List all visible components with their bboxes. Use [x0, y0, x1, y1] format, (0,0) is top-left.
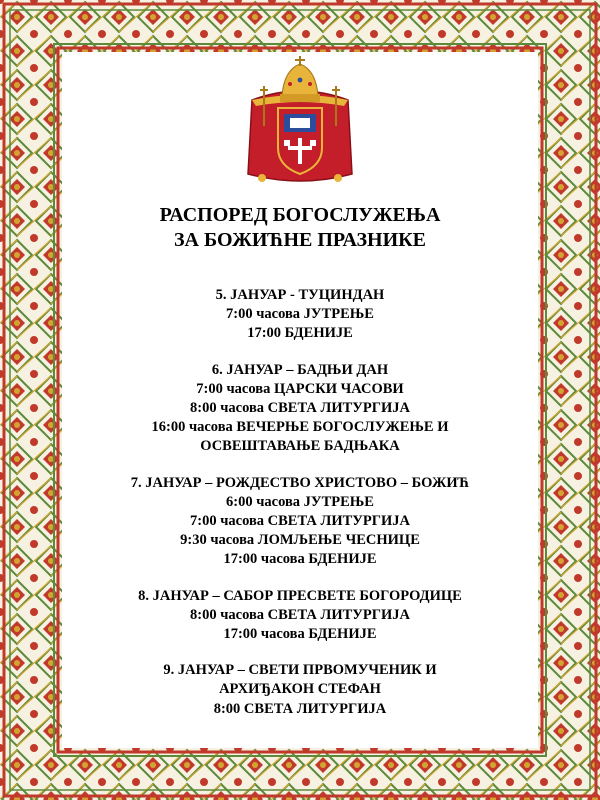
- service-line: 7:00 часова ЦАРСКИ ЧАСОВИ: [196, 380, 404, 397]
- day-heading: 9. ЈАНУАР – СВЕТИ ПРВОМУЧЕНИК И: [163, 662, 437, 679]
- service-line: 17:00 часова БДЕНИЈЕ: [223, 626, 377, 643]
- serbian-church-coat-of-arms-icon: [238, 56, 362, 186]
- service-line: 6:00 часова ЈУТРЕЊЕ: [226, 493, 374, 510]
- service-line: 17:00 БДЕНИЈЕ: [247, 325, 353, 342]
- day-block-jan-7: [62, 474, 538, 570]
- service-line: ОСВЕШТАВАЊЕ БАДЊАКА: [200, 438, 400, 455]
- day-heading: 6. ЈАНУАР – БАДЊИ ДАН: [211, 361, 389, 378]
- service-line: 7:00 часова СВЕТА ЛИТУРГИЈА: [190, 513, 410, 530]
- service-line: АРХИЂАКОН СТЕФАН: [219, 681, 381, 698]
- service-line: 8:00 часова СВЕТА ЛИТУРГИЈА: [190, 606, 410, 623]
- service-line: 9:30 часова ЛОМЉЕЊЕ ЧЕСНИЦЕ: [180, 532, 420, 549]
- service-line: 16:00 часова ВЕЧЕРЊЕ БОГОСЛУЖЕЊЕ И: [151, 419, 449, 436]
- service-line: 7:00 часова ЈУТРЕЊЕ: [226, 306, 374, 323]
- service-line: 8:00 СВЕТА ЛИТУРГИЈА: [213, 700, 387, 717]
- day-block-jan-5: [62, 286, 538, 344]
- day-heading: 7. ЈАНУАР – РОЖДЕСТВО ХРИСТОВО – БОЖИЋ: [130, 474, 470, 491]
- day-heading: 5. ЈАНУАР - ТУЦИНДАН: [215, 287, 385, 303]
- service-line: 17:00 часова БДЕНИЈЕ: [223, 551, 377, 568]
- title-line-1: РАСПОРЕД БОГОСЛУЖЕЊА: [159, 204, 441, 226]
- day-heading: 8. ЈАНУАР – САБОР ПРЕСВЕТЕ БОГОРОДИЦЕ: [138, 587, 462, 604]
- day-block-jan-9: [62, 661, 538, 719]
- day-block-jan-8: [62, 587, 538, 645]
- service-line: 8:00 часова СВЕТА ЛИТУРГИЈА: [190, 400, 410, 417]
- day-block-jan-6: [62, 361, 538, 457]
- page-title: [62, 203, 538, 253]
- service-schedule: [62, 286, 538, 736]
- title-line-2: ЗА БОЖИЋНЕ ПРАЗНИКЕ: [173, 229, 427, 251]
